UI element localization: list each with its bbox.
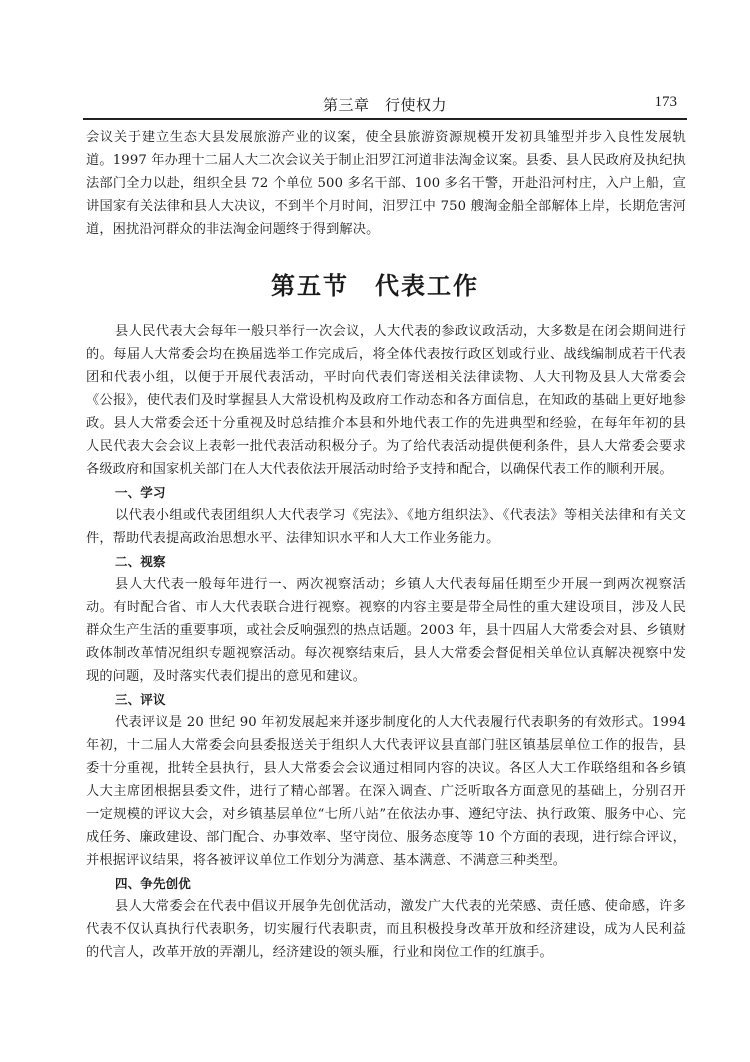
section-number-label: 第五节 (271, 272, 349, 300)
page-header (83, 94, 687, 120)
continuation-paragraph: 会议关于建立生态大县发展旅游产业的议案，使全县旅游资源规模开发初具雏型并步入良性发展轨道。1997 年办理十二届人大二次会议关于制止汨罗江河道非法淘金议案。县委、县人民政府及执纪执法部门全力以赴，组织全县 72 个单位 500 多名干部、100 多名干警，开赴沿河村庄，入户上船，宣讲国家有关法律和县人大决议，不到半个月时间，汨罗江中 750 艘淘金船全部解体上岸，长期危害河道，困扰沿河群众的非法淘金问题终于得到解决。 (86, 130, 686, 237)
subsection-heading-review: 三、评议 (115, 692, 166, 707)
section-body (86, 320, 686, 964)
subsection-paragraph-inspection: 县人大代表一般每年进行一、两次视察活动；乡镇人大代表每届任期至少开展一到两次视察活动。有时配合省、市人大代表联合进行视察。视察的内容主要是带全局性的重大建设项目，涉及人民群众生产生活的重要事项，或社会反响强烈的热点话题。2003 年，县十四届人大常委会对县、乡镇财政体制改革情况组织专题视察活动。每次视察结束后，县人大常委会督促相关单位认真解决视察中发现的问题，及时落实代表们提出的意见和建议。 (86, 577, 686, 684)
section-intro-paragraph: 县人民代表大会每年一般只举行一次会议，人大代表的参政议政活动，大多数是在闭会期间进行的。每届人大常委会均在换届选举工作完成后，将全体代表按行政区划或行业、战线编制成若干代表团和代表小组，以便于开展代表活动，平时向代表们寄送相关法律读物、人大刊物及县人大常委会《公报》，使代表们及时掌握县人大常设机构及政府工作动态和各方面信息，在知政的基础上更好地参政。县人大常委会还十分重视及时总结推介本县和外地代表工作的先进典型和经验，在每年年初的县人民代表大会会议上表彰一批代表活动积极分子。为了给代表活动提供便利条件，县人大常委会要求各级政府和国家机关部门在人大代表依法开展活动时给予支持和配合，以确保代表工作的顺利开展。 (86, 324, 686, 477)
subsection-paragraph-review: 代表评议是 20 世纪 90 年初发展起来并逐步制度化的人大代表履行代表职务的有效形式。1994 年初，十二届人大常委会向县委报送关于组织人大代表评议县直部门驻区镇基层单位工作的报告，县委十分重视，批转全县执行，县人大常委会会议通过相同内容的决议。各区人大工作联络组和各乡镇人大主席团根据县委文件，进行了精心部署。在深入调查、广泛听取各方面意见的基础上，分别召开一定规模的评议大会，对乡镇基层单位“七所八站”在依法办事、遵纪守法、执行政策、服务中心、完成任务、廉政建设、部门配合、办事效率、坚守岗位、服务态度等 10 个方面的表现，进行综合评议，并根据评议结果，将各被评议单位工作划分为满意、基本满意、不满意三种类型。 (86, 715, 686, 868)
running-chapter-title: 第三章 行使权力 (322, 96, 447, 114)
subsection-heading-inspection: 二、视察 (115, 554, 166, 569)
page-number: 173 (654, 94, 677, 110)
continuation-block (86, 126, 686, 241)
subsection-paragraph-study: 以代表小组或代表团组织人大代表学习《宪法》、《地方组织法》、《代表法》等相关法律和有关文件，帮助代表提高政治思想水平、法律知识水平和人大工作业务能力。 (86, 508, 686, 546)
section-title-text: 代表工作 (375, 272, 479, 300)
subsection-paragraph-excellence: 县人大常委会在代表中倡议开展争先创优活动，激发广大代表的光荣感、责任感、使命感，许多代表不仅认真执行代表职务，切实履行代表职责，而且积极投身改革开放和经济建设，成为人民利益的代言人，改革开放的弄潮儿，经济建设的领头雁，行业和岗位工作的红旗手。 (86, 899, 686, 960)
subsection-heading-excellence: 四、争先创优 (115, 876, 191, 891)
subsection-heading-study: 一、学习 (115, 485, 166, 500)
section-title (0, 266, 750, 301)
